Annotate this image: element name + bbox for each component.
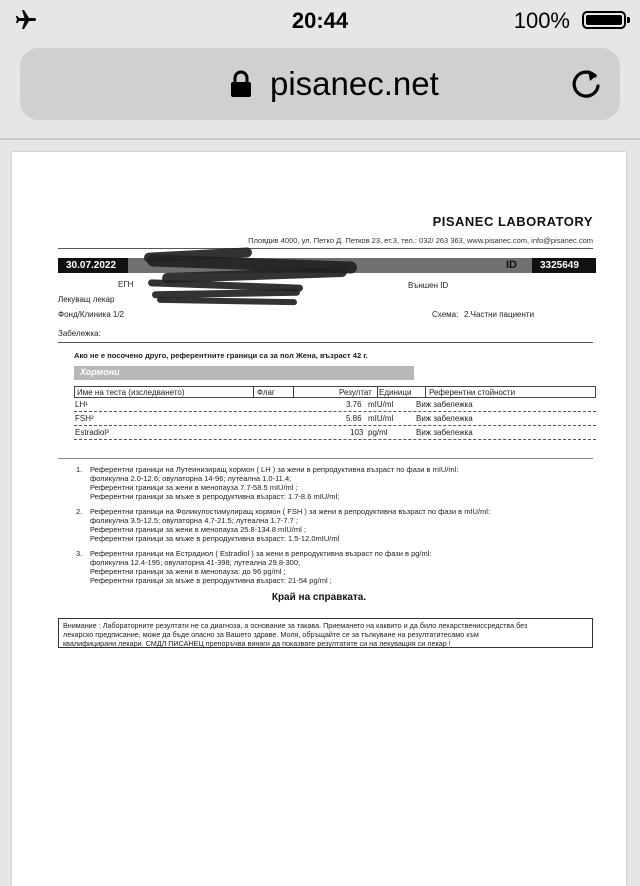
row-result: 3.76: [346, 400, 362, 409]
lab-address: Пловдив 4000, ул. Петко Д. Петков 23, ет.3, тел.: 032/ 263 363, www.pisanec.com, info@pisanec.com: [248, 236, 593, 245]
row-result: 103: [350, 428, 364, 437]
battery-percent: 100%: [513, 8, 570, 33]
section-header: [74, 366, 414, 380]
reload-icon[interactable]: [568, 66, 604, 102]
col-test: Име на теста (изследването): [77, 388, 185, 397]
scheme-label: Схема:: [432, 310, 459, 319]
row-reference: Виж забележка: [416, 428, 473, 437]
note-line: Референтни граници за мъже в репродуктивна възраст: 1.5-12.0mIU/ml: [90, 534, 340, 543]
doctor-label: Лекуващ лекар: [58, 295, 115, 304]
note-line: Референтни граници за мъже в репродуктивна възраст: 21-54 pg/ml ;: [90, 576, 332, 585]
row-test: Estradiol³: [75, 428, 109, 437]
note-line: Референтни граници на Естрадиол ( Estradiol ) за жени в репродуктивна възраст по фази в pg/ml:: [90, 549, 432, 558]
section-divider: [58, 342, 593, 343]
section-title: Хормони: [80, 367, 120, 377]
note-number: 2.: [76, 507, 83, 516]
row-units: mIU/ml: [368, 414, 394, 423]
end-of-report: Край на справката.: [271, 592, 367, 603]
note-line: фоликулна 3.5-12.5; овулаторна 4.7-21.5; лутеална 1.7-7.7 ;: [90, 516, 299, 525]
id-value: 3325649: [540, 260, 579, 271]
external-id-label: Външен ID: [408, 281, 449, 290]
row-divider: [74, 411, 596, 412]
reference-note: Ако не е посочено друго, референтните граници са за пол Жена, възраст 42 г.: [74, 351, 368, 360]
col-flag: Флаг: [257, 388, 275, 397]
status-bar: [0, 0, 640, 40]
note-line: фоликулна 12.4-195; овулаторна 41-398; лутеална 29.8-300;: [90, 558, 301, 567]
row-result: 5.86: [346, 414, 362, 423]
note-line: Референтни граници на Фоликулостимулиращ хормон ( FSH ) за жени в репродуктивна възраст по фази в mIU/ml:: [90, 507, 491, 516]
warning-box: [58, 618, 593, 648]
egn-label: ЕГН: [118, 280, 134, 289]
note-number: 3.: [76, 549, 83, 558]
row-reference: Виж забележка: [416, 414, 473, 423]
row-reference: Виж забележка: [416, 400, 473, 409]
address-bar[interactable]: [20, 48, 620, 120]
row-divider: [74, 425, 596, 426]
note-line: Референтни граници за жени в менопауза 7.7-58.5 mIU/ml ;: [90, 483, 298, 492]
lock-icon: [230, 70, 252, 98]
report-date: 30.07.2022: [66, 260, 117, 271]
toolbar-divider: [0, 138, 640, 140]
note-line: фоликулна 2.0-12.6; овулаторна 14-96; лутеална 1.0-11.4;: [90, 474, 292, 483]
clock: 20:44: [291, 8, 349, 33]
note-label: Забележка:: [58, 329, 101, 338]
warning-line: Внимание : Лабораторните резултати не са диагноза, а основание за такава. Приемането на каквито и да било лекарствениссредства без: [63, 621, 528, 630]
fund-label: Фонд/Клиника 1/2: [58, 310, 124, 319]
id-box: [532, 258, 596, 273]
note-line: Референтни граници за мъже в репродуктивна възраст: 1.7-8.6 mIU/ml;: [90, 492, 340, 501]
note-line: Референтни граници за жени в менопауза 25.8-134.8 mIU/ml ;: [90, 525, 306, 534]
row-units: pg/ml: [368, 428, 388, 437]
col-reference: Референтни стойности: [429, 388, 516, 397]
battery-icon: [582, 11, 626, 29]
url-text[interactable]: pisanec.net: [270, 65, 439, 102]
note-line: Референтни граници за жени в менопауза: до 96 pg/ml ;: [90, 567, 286, 576]
scheme-value: 2.Частни пациенти: [464, 310, 535, 319]
row-units: mIU/ml: [368, 400, 394, 409]
lab-name: PISANEC LABORATORY: [432, 214, 593, 229]
row-test: FSH²: [75, 414, 94, 423]
row-test: LH¹: [75, 400, 88, 409]
warning-line: квалифицирани лекари. СМДЛ ПИСАНЕЦ препоръчва винаги да показвате резултатите си на лекуващия си лекар !: [63, 639, 451, 648]
header-divider: [58, 248, 593, 249]
redaction-mark: [157, 297, 297, 305]
id-label: ID: [506, 259, 517, 271]
notes-divider: [58, 458, 593, 459]
table-header: [74, 386, 596, 398]
warning-line: лекарско предписание, може да бъде опасно за Вашето здраве. Моля, обръщайте се за тълкуване на резултатитесамо към: [63, 630, 479, 639]
row-divider: [74, 439, 596, 440]
note-line: Референтни граници на Лутеинизиращ хормон ( LH ) за жени в репродуктивна възраст по фази в mIU/ml:: [90, 465, 459, 474]
col-result: Резултат: [339, 388, 372, 397]
date-box: [58, 258, 128, 273]
note-number: 1.: [76, 465, 83, 474]
document-page: [12, 152, 626, 886]
col-units: Единици: [379, 388, 412, 397]
